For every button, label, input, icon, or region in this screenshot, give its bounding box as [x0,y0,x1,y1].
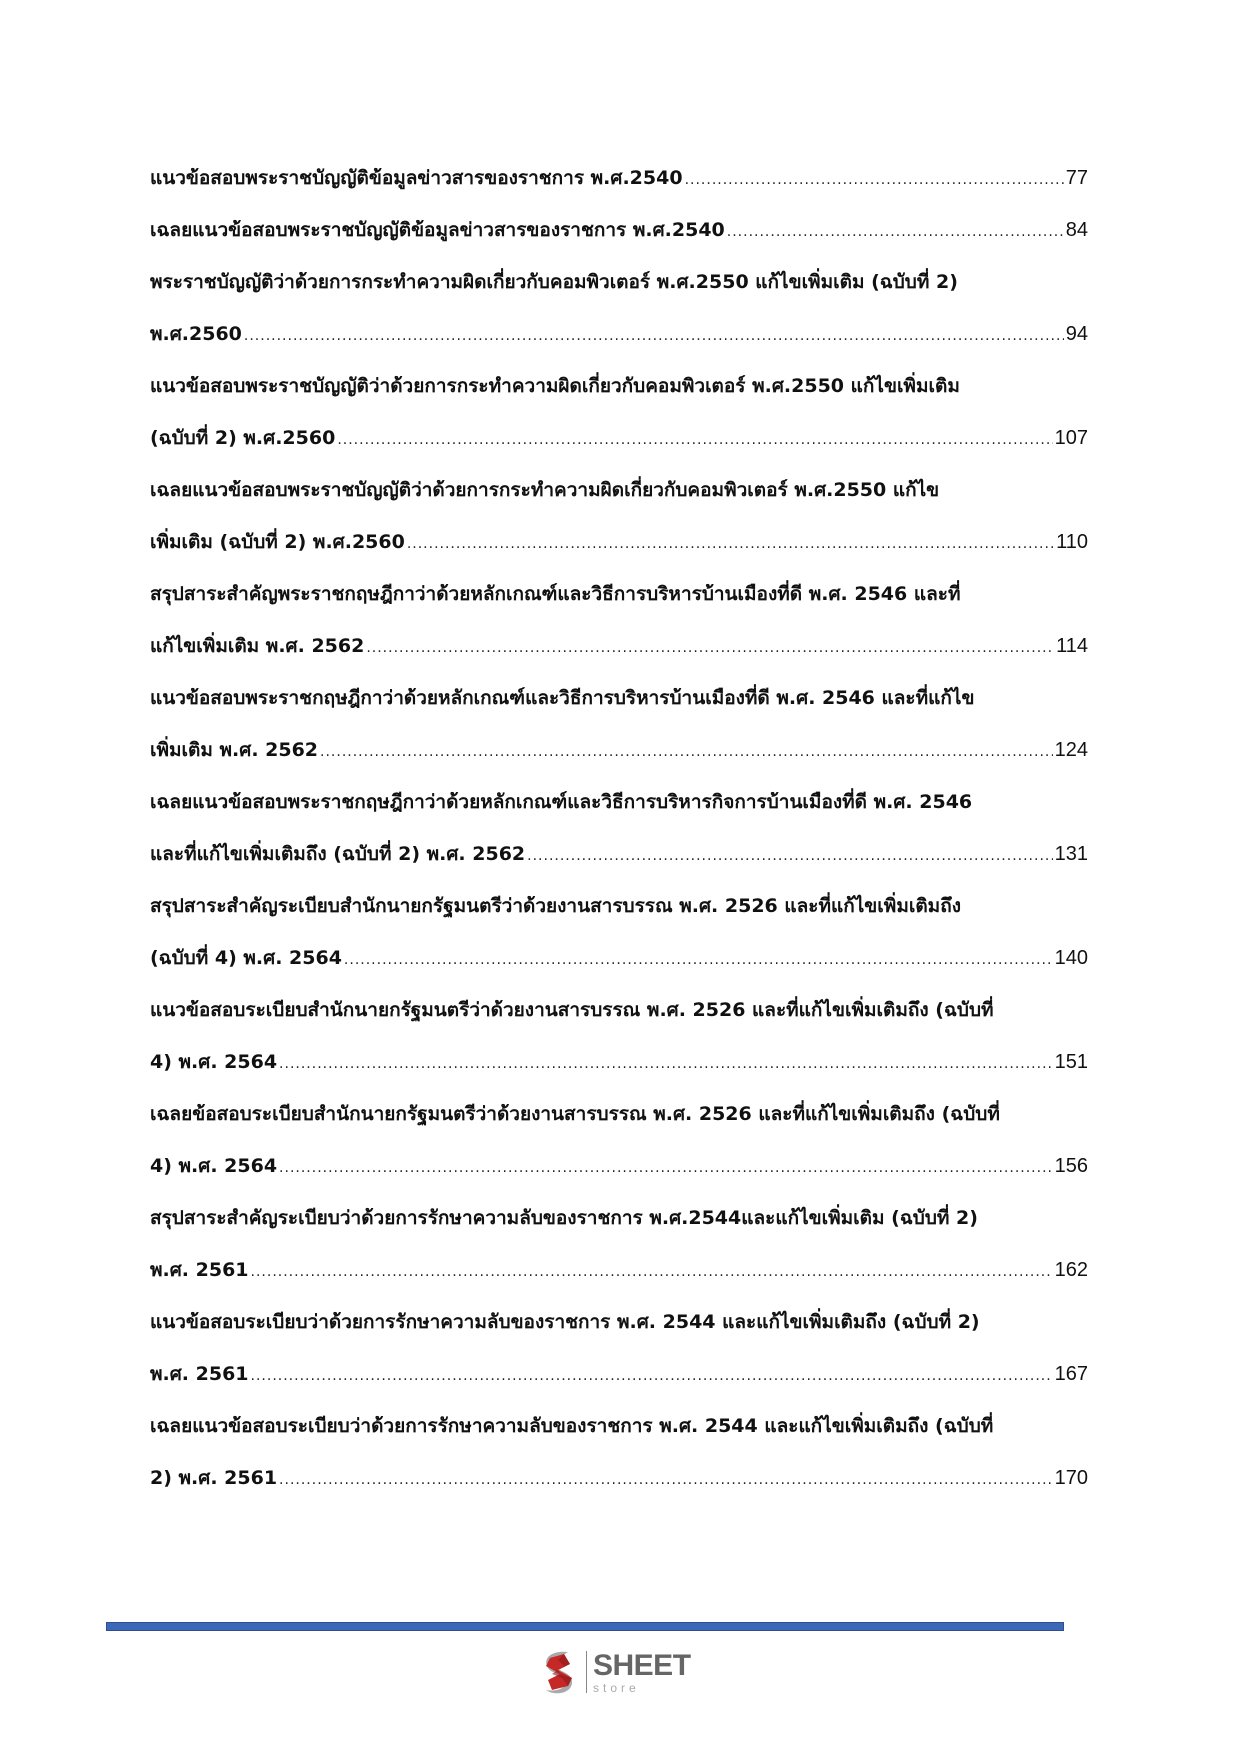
toc-entry-line [150,932,1088,984]
toc-page-number[interactable]: 124 [1054,739,1088,761]
dot-leader [685,154,1064,206]
dot-leader [251,1350,1053,1402]
toc-page-number[interactable]: 77 [1065,167,1088,189]
dot-leader [251,1246,1053,1298]
toc-entry-title: สรุปสาระสำคัญระเบียบว่าด้วยการรักษาความลับของราชการ พ.ศ.2544และแก้ไขเพิ่มเติม (ฉบับที่ 2) [150,1207,978,1229]
toc-entry-line [150,412,1088,464]
toc-page-number[interactable]: 131 [1054,843,1088,865]
toc-page-number[interactable]: 140 [1054,947,1088,969]
toc-entry-title: แนวข้อสอบระเบียบว่าด้วยการรักษาความลับของราชการ พ.ศ. 2544 และแก้ไขเพิ่มเติมถึง (ฉบับที่ 2) [150,1311,980,1333]
dot-leader [337,414,1052,466]
footer-divider [106,1622,1064,1631]
toc-page-number[interactable]: 151 [1054,1051,1088,1073]
toc-entry-title: เฉลยแนวข้อสอบระเบียบว่าด้วยการรักษาความลับของราชการ พ.ศ. 2544 และแก้ไขเพิ่มเติมถึง (ฉบับที่ [150,1415,994,1437]
toc-entry-line [150,1140,1088,1192]
toc-entry-line [150,1452,1088,1504]
table-of-contents [150,152,1088,1504]
toc-entry-title: เฉลยแนวข้อสอบพระราชบัญญัติข้อมูลข่าวสารของราชการ พ.ศ.2540 [150,219,725,241]
logo-separator [586,1651,587,1693]
toc-entry[interactable] [150,1400,1088,1504]
logo-brand: SHEET [593,1648,691,1682]
toc-entry-line [150,1400,1088,1452]
toc-entry-title: 2) พ.ศ. 2561 [150,1467,278,1489]
toc-page-number[interactable]: 156 [1054,1155,1088,1177]
dot-leader [244,310,1064,362]
toc-entry-title: เพิ่มเติม พ.ศ. 2562 [150,739,319,761]
dot-leader [320,726,1053,778]
toc-page-number[interactable]: 167 [1054,1363,1088,1385]
dot-leader [366,622,1054,674]
toc-entry-line [150,776,1088,828]
toc-entry-line [150,256,1088,308]
toc-entry-title: เฉลยแนวข้อสอบพระราชกฤษฎีกาว่าด้วยหลักเกณฑ์และวิธีการบริหารกิจการบ้านเมืองที่ดี พ.ศ. 2546 [150,791,973,813]
toc-entry[interactable] [150,984,1088,1088]
toc-entry[interactable] [150,1088,1088,1192]
sheet-store-logo [538,1647,691,1697]
toc-entry-title: แนวข้อสอบพระราชบัญญัติว่าด้วยการกระทำความผิดเกี่ยวกับคอมพิวเตอร์ พ.ศ.2550 แก้ไขเพิ่มเติม [150,375,960,397]
toc-entry-title: พระราชบัญญัติว่าด้วยการกระทำความผิดเกี่ยวกับคอมพิวเตอร์ พ.ศ.2550 แก้ไขเพิ่มเติม (ฉบับที่ 2) [150,271,958,293]
dot-leader [279,1038,1053,1090]
toc-entry-line [150,1088,1088,1140]
toc-entry-line [150,1036,1088,1088]
toc-entry-title: เฉลยแนวข้อสอบพระราชบัญญัติว่าด้วยการกระทำความผิดเกี่ยวกับคอมพิวเตอร์ พ.ศ.2550 แก้ไข [150,479,940,501]
toc-entry-line [150,152,1088,204]
toc-entry[interactable] [150,880,1088,984]
toc-page-number[interactable]: 110 [1056,531,1088,553]
toc-entry-line [150,984,1088,1036]
toc-entry-title: (ฉบับที่ 2) พ.ศ.2560 [150,427,336,449]
toc-entry-title: 4) พ.ศ. 2564 [150,1155,278,1177]
toc-page-number[interactable]: 170 [1054,1467,1088,1489]
dot-leader [407,518,1054,570]
toc-entry[interactable] [150,204,1088,256]
toc-entry-title: แนวข้อสอบพระราชกฤษฎีกาว่าด้วยหลักเกณฑ์และวิธีการบริหารบ้านเมืองที่ดี พ.ศ. 2546 และที่แก้ไข [150,687,975,709]
toc-entry[interactable] [150,464,1088,568]
toc-page-number[interactable]: 84 [1065,219,1088,241]
toc-entry-title: พ.ศ. 2561 [150,1363,249,1385]
toc-page-number[interactable]: 162 [1054,1259,1088,1281]
toc-entry-title: (ฉบับที่ 4) พ.ศ. 2564 [150,947,342,969]
toc-entry-line [150,672,1088,724]
dot-leader [727,206,1064,258]
toc-entry-line [150,880,1088,932]
toc-entry-line [150,464,1088,516]
toc-entry-line [150,308,1088,360]
dot-leader [527,830,1052,882]
toc-entry-title: และที่แก้ไขเพิ่มเติมถึง (ฉบับที่ 2) พ.ศ. 2562 [150,843,526,865]
toc-page-number[interactable]: 114 [1056,635,1088,657]
toc-entry[interactable] [150,568,1088,672]
toc-entry[interactable] [150,152,1088,204]
toc-entry-line [150,568,1088,620]
toc-entry-line [150,1192,1088,1244]
toc-entry-title: แนวข้อสอบระเบียบสำนักนายกรัฐมนตรีว่าด้วยงานสารบรรณ พ.ศ. 2526 และที่แก้ไขเพิ่มเติมถึง (ฉบับที่ [150,999,994,1021]
dot-leader [279,1454,1053,1506]
toc-entry[interactable] [150,672,1088,776]
toc-entry-title: พ.ศ.2560 [150,323,242,345]
toc-entry-title: สรุปสาระสำคัญระเบียบสำนักนายกรัฐมนตรีว่าด้วยงานสารบรรณ พ.ศ. 2526 และที่แก้ไขเพิ่มเติมถึง [150,895,961,917]
toc-entry-title: แก้ไขเพิ่มเติม พ.ศ. 2562 [150,635,365,657]
s-logo-icon [538,1648,582,1696]
toc-entry-line [150,1348,1088,1400]
dot-leader [279,1142,1053,1194]
toc-entry-line [150,1296,1088,1348]
toc-entry-title: เฉลยข้อสอบระเบียบสำนักนายกรัฐมนตรีว่าด้วยงานสารบรรณ พ.ศ. 2526 และที่แก้ไขเพิ่มเติมถึง (ฉบับที่ [150,1103,1000,1125]
toc-entry-line [150,724,1088,776]
toc-entry-line [150,204,1088,256]
toc-page-number[interactable]: 107 [1054,427,1088,449]
toc-page-number[interactable]: 94 [1065,323,1088,345]
toc-entry[interactable] [150,1296,1088,1400]
toc-entry-title: สรุปสาระสำคัญพระราชกฤษฎีกาว่าด้วยหลักเกณฑ์และวิธีการบริหารบ้านเมืองที่ดี พ.ศ. 2546 และที่ [150,583,961,605]
toc-entry-title: พ.ศ. 2561 [150,1259,249,1281]
toc-entry[interactable] [150,256,1088,360]
logo-text [593,1648,691,1695]
toc-entry-line [150,516,1088,568]
toc-entry-title: เพิ่มเติม (ฉบับที่ 2) พ.ศ.2560 [150,531,405,553]
toc-entry[interactable] [150,776,1088,880]
toc-entry-line [150,828,1088,880]
toc-entry-line [150,620,1088,672]
toc-entry[interactable] [150,1192,1088,1296]
toc-entry-line [150,360,1088,412]
toc-entry-title: 4) พ.ศ. 2564 [150,1051,278,1073]
toc-entry-line [150,1244,1088,1296]
toc-entry[interactable] [150,360,1088,464]
logo-sub: store [593,1680,640,1695]
toc-entry-title: แนวข้อสอบพระราชบัญญัติข้อมูลข่าวสารของราชการ พ.ศ.2540 [150,167,683,189]
dot-leader [344,934,1053,986]
